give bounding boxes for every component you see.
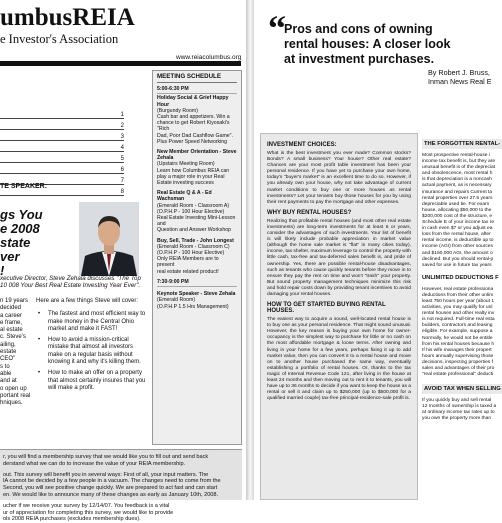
schedule-detail: (Emerald Room - Classroom C) [157, 243, 230, 250]
logo-tagline: e Investor's Association [0, 32, 119, 46]
column-text-line: rental properties over 27.5 years [422, 195, 493, 201]
section-text [422, 153, 502, 269]
toc-page-number: 4 [120, 145, 124, 151]
column-text-line: in cash even $7 or you adjust ea [422, 226, 493, 232]
quote-mark: “ [268, 8, 286, 48]
schedule-session-title: Keynote Speaker - Steve Zehala [157, 291, 236, 298]
schedule-session-title: Real Estate Q & A - Ed Wachsman [157, 190, 212, 203]
schedule-detail: Dad, Poor Dad Cashflow Game". [157, 132, 233, 139]
column-text-line: you own the property more than [422, 416, 492, 422]
schedule-detail: (Emerald Room) [157, 297, 196, 304]
speaker-photo [79, 202, 139, 276]
article-section-heading: INVESTMENT CHOICES: [267, 142, 337, 148]
bio-line: al estate [0, 327, 23, 334]
schedule-session-title: Holiday Social & Grief Happy Hour [157, 95, 229, 108]
article-body-box [260, 133, 418, 500]
schedule-detail: play a major role in your Real [157, 173, 225, 180]
notice-line: en. We would like to announce many of these changes as early as January 10th, 2008. [3, 491, 219, 498]
column-text-line: insurance and repairs Current ta [422, 189, 493, 195]
toc-page-number: 2 [120, 123, 124, 129]
article-paragraph: Realizing that profitable rental houses (and most other real estate investments) are long-term investments for at least 6 or years, consider the advantages of such investments. Your list of benefit is will likely include probable appreciation in market value (although the home sale market is "flat" in many cities today), income, tax shelter, maximum leverage to control the property with little cash, tax-free and tax-deferred sales benefit is, and pride of ownership. Yes, there are possible rental-house disadvantages, such as tenants who cause quickly tenants before they move in to ensure they pay the rent on time and won't "trash" your property. But sound property management techniques minimize this risk and hold repair costs down by providing tenant incentives to avoid damaging your rental houses. [267, 218, 411, 297]
column-text-line: eligible. For example, suppose a [422, 329, 493, 335]
schedule-detail: Real Estate Investing Mini-Lesson and [157, 215, 236, 228]
schedule-detail: (O.P.H.P - 100 Hour Elective) [157, 250, 225, 257]
schedule-session-title: New Member Orientation - Steve Zehala [157, 149, 237, 162]
notice-line: Second, you will see positive change quickly. We are prepared to act fast and can start [3, 485, 218, 492]
schedule-detail: chance to get Robert Kiyosaki's "Rich [157, 120, 230, 133]
bio-line: CEO" [0, 356, 16, 363]
column-text-line: income (AGI) from other sources [422, 244, 493, 250]
article-paragraph: The easiest way to acquire a sound, well-located rental house is to buy one as your personal residence. That might sound unusual. However, the key reason is buying your own home for owner-occupancy is the simplest way to purchase for little or no cash on the most affordable mortgage & loose terms. After owning and living in your home for a few years, perhaps fixing it up to add market value, then you can convert it to a rental house and move on to another house purchased the same way, eventually establishing a portfolio of rental houses. Or, thanks to the tax magic of Internal Revenue Code 121, after living in the house at least 24 months and then moving out to rent it to tenants, you will have up to 36 months to decide if you want to keep the house as a rental or sell it and claim up to $250,000 (up to $500,000 for a qualified married couple) tax-free principal-residence-sale profit is. [267, 317, 411, 402]
topic-bullet: • How to avoid a mission-critical mistake that almost all investors make on a regular basis without knowing it and why it's killing them. [36, 337, 148, 366]
section-heading: THE FORGOTTEN RENTAL- [424, 141, 501, 147]
column-text-line: $200,000 cost of the structure, e [422, 213, 493, 219]
column-text-line: depreciable used tie. For exam [422, 201, 490, 207]
schedule-detail: Only REIA Members are to present [157, 256, 219, 269]
schedule-time: 7:30-9:00 PM [157, 279, 237, 287]
photo-caption: xecutive Director, Steve Zehala discusses "The Top 10 008 Your Best Real Estate Investing Year Ever". [0, 275, 141, 290]
notice-line: derstand what we can do to increase the value of your REIA membership. [3, 460, 186, 467]
bio-line: ailing, [0, 341, 16, 348]
column-text-line: loss from the rental house, after [422, 232, 491, 238]
quote-line: gs You [0, 207, 43, 222]
right-page [254, 0, 500, 500]
notice-line: IA cannot be decided by a few people in a vacuum. The changes need to come from the [3, 478, 221, 485]
spacer [422, 269, 502, 274]
logo-name: umbusREIA [0, 4, 135, 31]
schedule-detail: (Burgundy Room) [157, 107, 198, 114]
toc-row [0, 130, 124, 141]
schedule-item [157, 86, 237, 145]
speaker-quote [0, 208, 72, 278]
schedule-item [157, 190, 237, 233]
schedule-detail: Estate investing success [157, 180, 214, 187]
topics-intro: Here are a few things Steve will cover: [36, 298, 139, 304]
schedule-detail: (Upstairs Meeting Room) [157, 161, 215, 168]
column-text-line: Schedule E of your income tax re [422, 220, 495, 226]
bio-line: portant real [0, 392, 31, 399]
left-page [0, 0, 246, 523]
column-text-line: saved for use in future tax years [422, 262, 492, 268]
column-text-line: rental income, is deductible up to [422, 238, 494, 244]
column-text-line: If you quickly buy and sell rental [422, 398, 492, 404]
survey-notice [0, 449, 242, 523]
quote-line: ! [0, 263, 5, 278]
schedule-detail: Question and Answer Workshop [157, 227, 232, 234]
bio-line: e frame, [0, 319, 23, 326]
column-text-line: from his rental houses because h [422, 341, 495, 347]
toc-page-number: 3 [120, 134, 124, 140]
column-text-line: deductions from their other unlim [422, 292, 494, 298]
column-text-line: is not required. Full-time real esta [422, 317, 495, 323]
schedule-item [157, 279, 237, 287]
schedule-item [157, 149, 237, 186]
bio-line: c. Steve's [0, 334, 26, 341]
notice-line: r, you will find a membership survey that we would like you to fill out and send back [3, 454, 209, 460]
column-text-line: actual payment, as is necessary [422, 183, 492, 189]
column-text-line: 12 months of ownership is taxed a [422, 404, 497, 410]
byline-author: By Robert J. Bruss, [428, 68, 490, 77]
notice-line: ur of appreciation for completing this survey, we would like to provide [3, 509, 174, 516]
schedule-time: 5:00-6:30 PM [157, 86, 237, 94]
toc-page-number: 5 [120, 156, 124, 162]
bio-line: and at [0, 378, 17, 385]
header-rule [0, 61, 241, 66]
toc-row [0, 163, 124, 174]
bio-line: hniques. [0, 400, 23, 407]
notice-line: ucher if we receive your survey by 12/14/07. You feedback is a vital [3, 502, 170, 509]
schedule-detail: real estate related product! [157, 268, 219, 275]
speaker-label: TE SPEAKER: [0, 183, 48, 190]
bio-line: s to [0, 363, 10, 370]
article-byline [428, 68, 492, 86]
bio-line: estate [0, 349, 17, 356]
bio-column [0, 298, 32, 407]
column-text-line: and $150,000 AGI, the amount o [422, 250, 493, 256]
bio-line: able [0, 370, 12, 377]
toc-row [0, 141, 124, 152]
notice-line: ols 2008 REIA purchases (excludes membership dues). [3, 516, 141, 523]
column-text-line: Most prospective rental-house i [422, 153, 490, 158]
article-continuation-column [422, 138, 502, 500]
schedule-session-title: Buy, Sell, Trade - John Longest [157, 237, 234, 244]
section-text [422, 398, 502, 422]
section-heading: UNLIMITED DEDUCTIONS F [422, 274, 499, 281]
column-text-line: and obsolescence, most rental h [422, 171, 493, 177]
quote-line: e 2008 [0, 221, 40, 236]
schedule-detail: (O.P.H.P 1.5 Hrs Management) [157, 303, 229, 310]
column-text-line: activities, you may qualify for unl [422, 305, 493, 311]
column-text-line: is that depreciation is a noncash [422, 177, 492, 183]
column-text-line: unusual benefit is of the depreciat [422, 165, 496, 171]
column-text-line: house, allocating $50,000 to the [422, 207, 492, 213]
topic-bullet: • The fastest and most efficient way to make money in the Central Ohio market and make it FAST! [36, 311, 148, 333]
article-section-heading: HOW TO GET STARTED BUYING RENTAL HOUSES. [267, 302, 386, 315]
article-section-heading: WHY BUY RENTAL HOUSES? [267, 209, 352, 216]
column-text-line: hours annually supervising those [422, 353, 494, 359]
article-headline: Pros and cons of owning rental houses: A closer look at investment purchases. [284, 22, 451, 66]
page-gutter [246, 0, 254, 500]
schedule-item [157, 291, 237, 310]
toc-row [0, 108, 124, 119]
toc-row [0, 152, 124, 163]
schedule-detail: (Emerald Room - Classroom A) [157, 202, 230, 209]
column-text-line: "real estate professional" deducti [422, 372, 494, 378]
bio-line: decided [0, 305, 22, 312]
meeting-schedule-box [152, 70, 242, 445]
toc-page-number: 7 [120, 178, 124, 184]
quote-line: state [0, 235, 31, 250]
bio-line: o open up [0, 385, 27, 392]
byline-source: Inman News Real E [428, 77, 492, 86]
toc-page-number: 6 [120, 167, 124, 173]
toc-page-number: 1 [120, 112, 124, 118]
column-text-line: builders, contractors and leasing [422, 323, 493, 329]
notice-line: out. This survey will benefit you in several ways: First of all, your input matters. The [3, 471, 209, 478]
schedule-item [157, 238, 237, 275]
toc-row [0, 119, 124, 130]
column-text-line: decisions, inspecting properties f [422, 359, 493, 365]
column-text-line: at ordinary income tax rates up to [422, 410, 495, 416]
column-text-line: However, real estate professiona [422, 286, 494, 292]
column-text-line: income tax benefit is, but they are [422, 159, 496, 165]
website-url: www.reiacolumbus.org [176, 54, 242, 61]
schedule-detail: Cash bar and appetizers. Win a [157, 114, 230, 121]
column-text-line: declined. But you should rental-p [422, 256, 494, 262]
bio-line: n 19 years [0, 298, 29, 304]
article-paragraph: What is the best investment you ever made? Common stocks? Bonds? A small business? Your house? Other real estate? Chances are your most profit table investment has been your personal residence. If you have yet to purchase your own home, today's "buyer's market" is an excellent time to do so. However, if you already own your house, why not take advantage of current market conditions to buy one or more houses as rental investments? Let your tenants buy those houses for you by using their rent payments to pay the mortgage and other expenses. [267, 151, 411, 205]
column-text-line: If his wife manages their propert [422, 347, 492, 353]
schedule-detail: Learn how Columbus REIA can [157, 167, 230, 174]
bio-line: a career [0, 312, 23, 319]
quote-line: ver [0, 249, 20, 264]
column-text-line: rental houses and other realty inv [422, 311, 495, 317]
topic-bullet: • How to make an offer on a property that almost certainly insures that you will make a profit. [36, 370, 148, 392]
column-text-line: Normally, he would not be entitle [422, 335, 493, 341]
spacer [422, 378, 502, 383]
schedule-detail: (O.P.H.P - 100 Hour Elective) [157, 208, 225, 215]
column-text-line: least 750 hours per year (about 1 [422, 298, 495, 304]
section-heading: AVOID TAX WHEN SELLING [424, 386, 501, 393]
column-text-line: sales and advantages of their pro [422, 366, 495, 371]
schedule-title: MEETING SCHEDULE [157, 74, 237, 83]
schedule-detail: Plus Power Speed Networking [157, 138, 228, 145]
toc-page-number: 8 [120, 189, 124, 195]
section-text [422, 287, 502, 378]
talk-topics [36, 298, 148, 396]
